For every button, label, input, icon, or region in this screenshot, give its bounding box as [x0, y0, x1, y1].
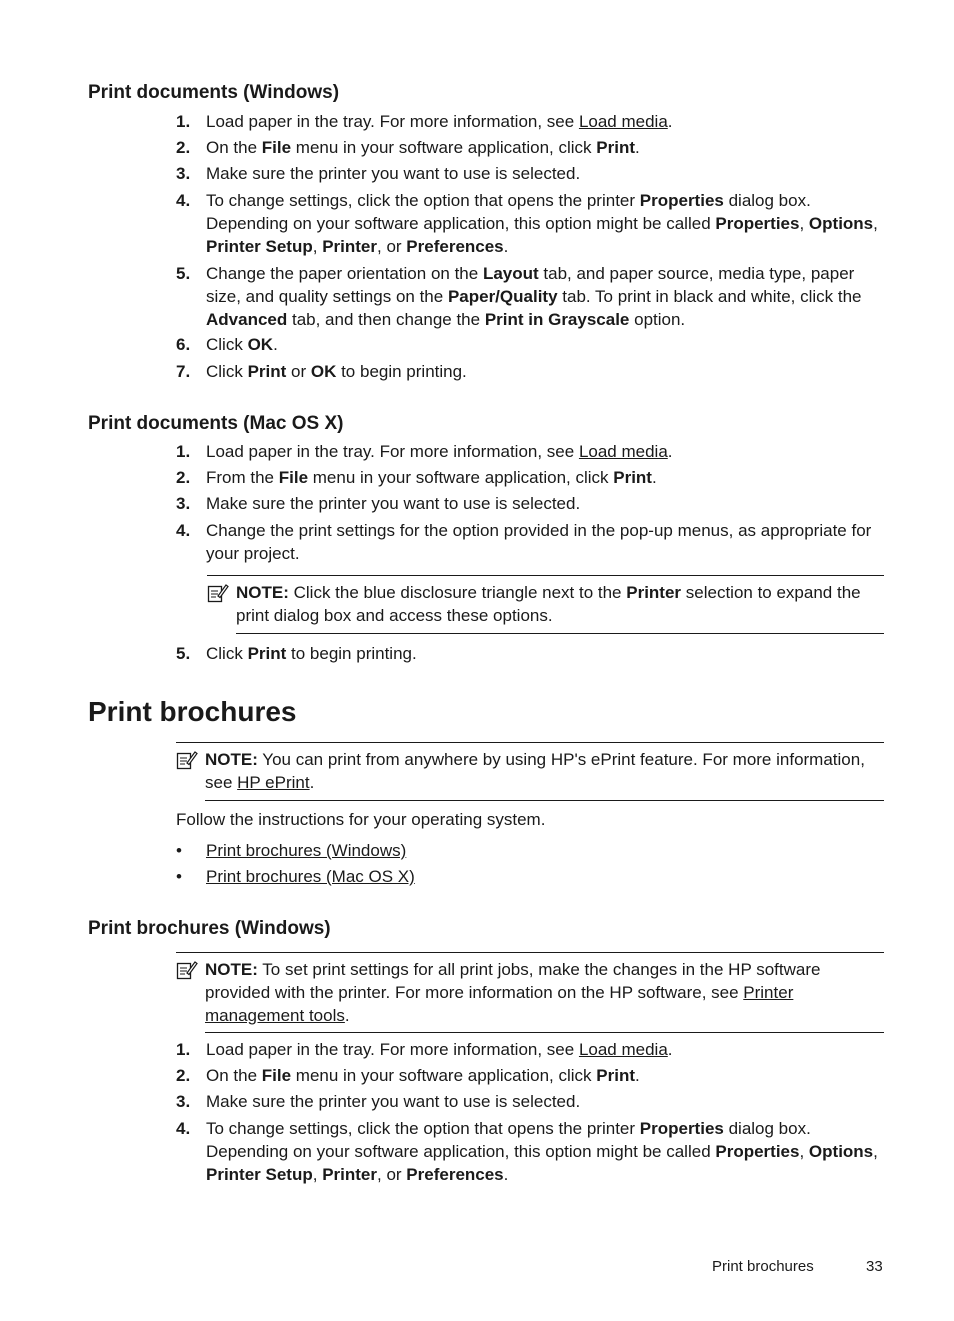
text-run: .: [273, 335, 278, 354]
text-run: To set print settings for all print jobs, make the changes in the HP software provided with the printer. For more information on the HP software, see: [205, 960, 821, 1002]
step-text: [206, 1117, 886, 1186]
step-item: [176, 262, 886, 331]
bold-text: Print: [247, 362, 287, 381]
bold-text: Print in Grayscale: [484, 310, 630, 329]
note-box: [176, 748, 884, 794]
link-print-brochures-windows[interactable]: Print brochures (Windows): [206, 841, 407, 860]
text-run: Load paper in the tray. For more information, see: [206, 112, 579, 131]
text-run: ,: [873, 1142, 878, 1161]
text-run: tab, and then change the: [287, 310, 485, 329]
note-text: [205, 958, 884, 1027]
note-box: [207, 581, 884, 627]
text-run: .: [344, 1006, 350, 1025]
text-run: dialog box. Depending on your software application, this option might be called: [206, 191, 811, 233]
step-item: [176, 1064, 886, 1087]
text-run: .: [309, 773, 315, 792]
page-number: 33: [866, 1258, 883, 1275]
step-text: [206, 440, 886, 463]
step-text: [206, 642, 886, 665]
step-number: 5.: [176, 264, 191, 283]
text-run: menu in your software application, click: [308, 468, 614, 487]
note-icon: [176, 960, 198, 980]
bullet-dot: •: [176, 867, 182, 886]
step-text: [206, 333, 886, 356]
text-run: selection to expand the print dialog box and access these options.: [236, 583, 861, 625]
step-item: [176, 162, 886, 185]
step-item: [176, 440, 886, 463]
step-number: 4.: [176, 521, 191, 540]
bold-text: NOTE:: [205, 960, 258, 979]
inline-link[interactable]: Printer management tools: [205, 983, 794, 1025]
bold-text: Properties: [639, 1119, 724, 1138]
text-run: to begin printing.: [286, 644, 417, 663]
step-text: [206, 1038, 886, 1061]
text-run: or: [286, 362, 311, 381]
text-run: ,: [799, 214, 809, 233]
text-run: Click the blue disclosure triangle next to the: [288, 583, 627, 602]
step-item: [176, 492, 886, 515]
text-run: On the: [206, 1066, 262, 1085]
step-number: 5.: [176, 644, 191, 663]
step-item: [176, 642, 886, 665]
bold-text: Options: [808, 214, 874, 233]
bold-text: Print: [596, 138, 635, 157]
text-run: .: [503, 1165, 509, 1184]
step-number: 6.: [176, 335, 191, 354]
step-text: [206, 262, 886, 331]
note-text: [205, 748, 884, 794]
step-text: [206, 162, 886, 185]
bold-text: Print: [596, 1066, 635, 1085]
note-icon: [176, 750, 198, 770]
text-run: .: [635, 1066, 640, 1085]
note-icon: [207, 583, 229, 603]
note-rule-bottom: [205, 1032, 884, 1033]
bold-text: NOTE:: [236, 583, 289, 602]
text-run: ,: [873, 214, 878, 233]
bold-text: NOTE:: [205, 750, 258, 769]
bold-text: Paper/Quality: [447, 287, 558, 306]
bold-text: Printer Setup: [206, 1165, 313, 1184]
step-number: 1.: [176, 442, 191, 461]
section-heading: Print brochures (Windows): [88, 918, 331, 939]
text-run: menu in your software application, click: [291, 1066, 597, 1085]
link-print-brochures-mac[interactable]: Print brochures (Mac OS X): [206, 867, 415, 886]
inline-link[interactable]: HP ePrint: [237, 773, 310, 792]
step-number: 1.: [176, 112, 191, 131]
bold-text: File: [261, 1066, 292, 1085]
footer-section: Print brochures: [712, 1258, 814, 1275]
text-run: menu in your software application, click: [291, 138, 597, 157]
page-title: Print brochures: [88, 696, 297, 727]
step-number: 3.: [176, 1092, 191, 1111]
bold-text: Properties: [715, 214, 800, 233]
bold-text: OK: [247, 335, 274, 354]
step-number: 3.: [176, 494, 191, 513]
text-run: .: [635, 138, 640, 157]
text-run: Load paper in the tray. For more information, see: [206, 442, 579, 461]
text-run: Change the paper orientation on the: [206, 264, 483, 283]
text-run: .: [667, 1040, 673, 1059]
step-text: [206, 1064, 886, 1087]
note-rule-bottom: [205, 800, 884, 801]
bold-text: File: [261, 138, 292, 157]
step-item: [176, 189, 886, 258]
bold-text: Preferences: [406, 1165, 504, 1184]
step-number: 4.: [176, 1119, 191, 1138]
note-rule-top: [176, 952, 884, 953]
text-run: ,: [799, 1142, 809, 1161]
bold-text: Options: [808, 1142, 874, 1161]
bold-text: Properties: [639, 191, 724, 210]
step-text: [206, 136, 886, 159]
text-run: Click: [206, 362, 248, 381]
step-item: [176, 1090, 886, 1113]
step-item: [176, 1117, 886, 1186]
step-item: [176, 136, 886, 159]
step-item: [176, 333, 886, 356]
note-rule-top: [176, 742, 884, 743]
step-text: [206, 519, 886, 565]
inline-link[interactable]: Load media: [578, 442, 668, 461]
bold-text: Properties: [715, 1142, 800, 1161]
step-item: [176, 519, 886, 565]
step-text: [206, 492, 886, 515]
text-run: To change settings, click the option that opens the printer: [206, 1119, 640, 1138]
step-text: [206, 466, 886, 489]
note-box: [176, 958, 884, 1027]
text-run: Change the print settings for the option provided in the pop-up menus, as appropriate for your project.: [206, 521, 872, 563]
step-number: 2.: [176, 468, 191, 487]
step-number: 2.: [176, 1066, 191, 1085]
section-heading: Print documents (Windows): [88, 82, 340, 103]
intro-text: Follow the instructions for your operating system.: [176, 810, 546, 829]
step-item: [176, 1038, 886, 1061]
section-heading: Print documents (Mac OS X): [88, 413, 344, 434]
note-rule-bottom: [236, 633, 884, 634]
bold-text: Printer Setup: [206, 237, 313, 256]
text-run: To change settings, click the option that opens the printer: [206, 191, 640, 210]
text-run: , or: [377, 237, 407, 256]
bold-text: File: [278, 468, 309, 487]
bold-text: Printer: [626, 583, 682, 602]
text-run: You can print from anywhere by using HP's ePrint feature. For more information, see: [205, 750, 865, 792]
bullet-dot: •: [176, 841, 182, 860]
step-number: 1.: [176, 1040, 191, 1059]
bold-text: Preferences: [406, 237, 504, 256]
text-run: Click: [206, 644, 248, 663]
text-run: option.: [629, 310, 686, 329]
step-number: 3.: [176, 164, 191, 183]
text-run: ,: [312, 1165, 323, 1184]
step-number: 2.: [176, 138, 191, 157]
text-run: Make sure the printer you want to use is selected.: [206, 494, 581, 513]
text-run: to begin printing.: [336, 362, 467, 381]
text-run: .: [503, 237, 509, 256]
text-run: On the: [206, 138, 262, 157]
inline-link[interactable]: Load media: [578, 112, 668, 131]
text-run: , or: [377, 1165, 407, 1184]
step-text: [206, 110, 886, 133]
text-run: From the: [206, 468, 279, 487]
step-text: [206, 189, 886, 258]
text-run: Click: [206, 335, 248, 354]
text-run: tab. To print in black and white, click the: [557, 287, 862, 306]
bold-text: OK: [310, 362, 337, 381]
step-number: 4.: [176, 191, 191, 210]
step-item: [176, 110, 886, 133]
step-text: [206, 360, 886, 383]
text-run: .: [667, 112, 673, 131]
bold-text: Printer: [322, 1165, 377, 1184]
text-run: Make sure the printer you want to use is selected.: [206, 1092, 581, 1111]
note-text: [236, 581, 884, 627]
step-text: [206, 1090, 886, 1113]
text-run: Load paper in the tray. For more information, see: [206, 1040, 579, 1059]
text-run: dialog box. Depending on your software application, this option might be called: [206, 1119, 811, 1161]
text-run: ,: [312, 237, 323, 256]
bold-text: Printer: [322, 237, 377, 256]
bold-text: Advanced: [206, 310, 288, 329]
step-item: [176, 360, 886, 383]
text-run: .: [651, 468, 657, 487]
text-run: Make sure the printer you want to use is selected.: [206, 164, 581, 183]
text-run: tab, and paper source, media type, paper size, and quality settings on the: [206, 264, 855, 306]
inline-link[interactable]: Load media: [578, 1040, 668, 1059]
bold-text: Print: [247, 644, 287, 663]
note-rule-top: [207, 575, 884, 576]
bold-text: Layout: [482, 264, 539, 283]
text-run: .: [667, 442, 673, 461]
step-number: 7.: [176, 362, 191, 381]
step-item: [176, 466, 886, 489]
bold-text: Print: [613, 468, 652, 487]
